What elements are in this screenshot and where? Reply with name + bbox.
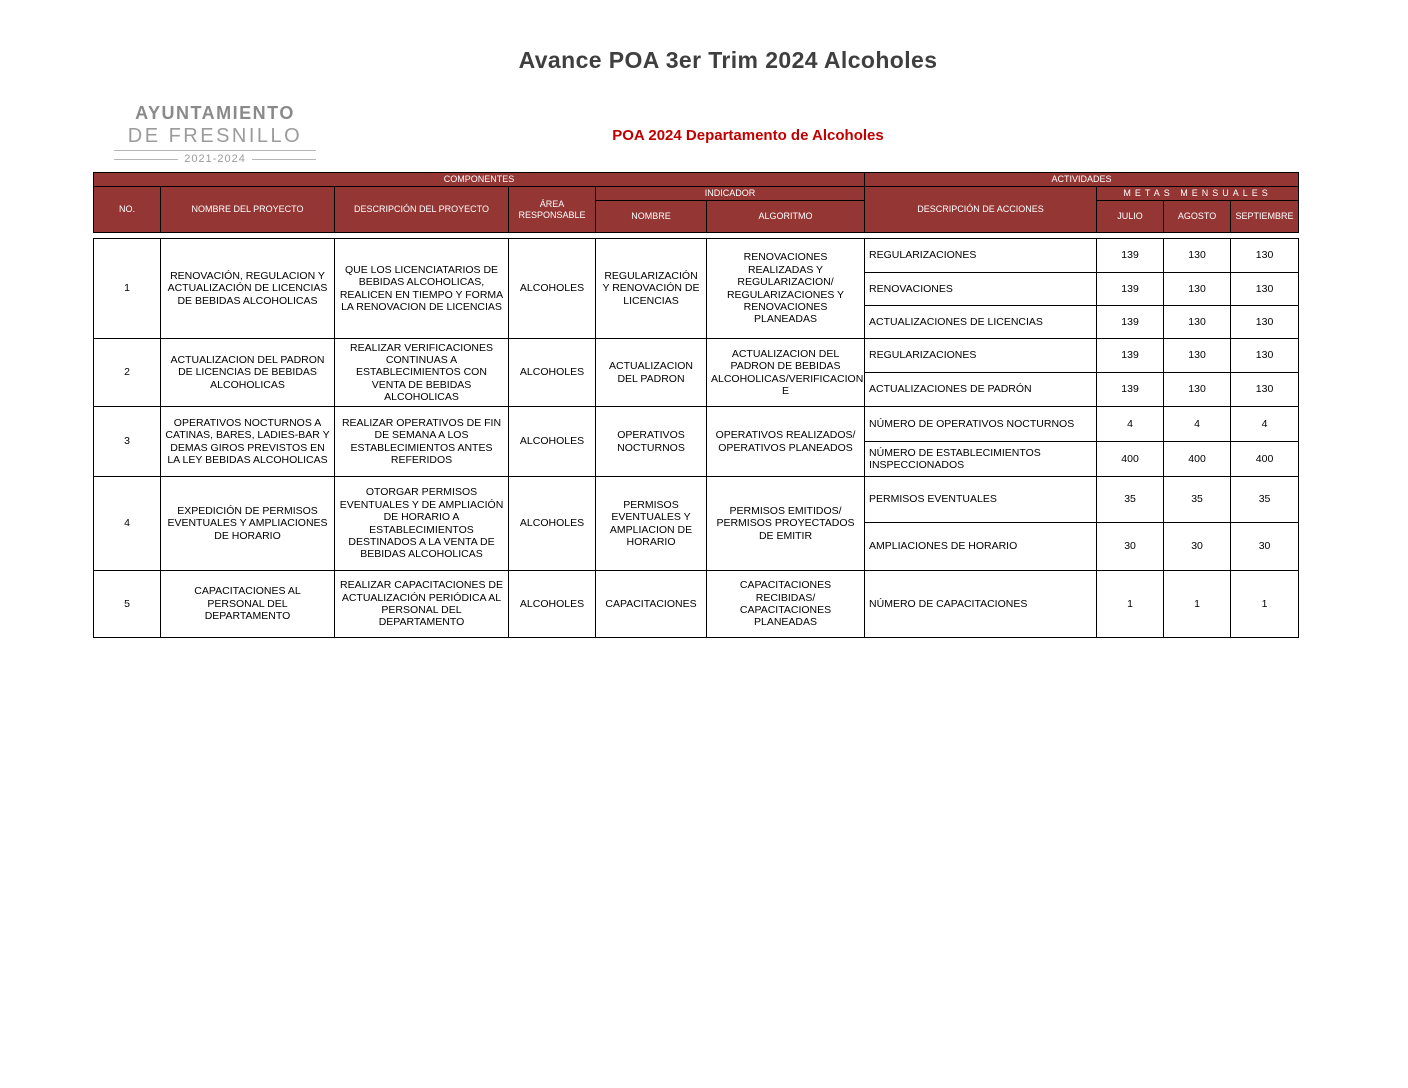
meta-agosto: 130: [1164, 273, 1231, 306]
header-descripcion-acciones: DESCRIPCIÓN DE ACCIONES: [865, 187, 1097, 233]
project-no: 4: [94, 477, 161, 571]
logo-rule-right: [252, 159, 316, 160]
project-no: 2: [94, 339, 161, 407]
logo-rule-left: [114, 159, 178, 160]
project-description: QUE LOS LICENCIATARIOS DE BEBIDAS ALCOHOLICAS, REALICEN EN TIEMPO Y FORMA LA RENOVACION DE LICENCIAS: [335, 239, 509, 339]
action-label: NÚMERO DE ESTABLECIMIENTOS INSPECCIONADOS: [865, 442, 1097, 477]
meta-julio: 1: [1097, 571, 1164, 638]
project-no: 1: [94, 239, 161, 339]
project-name: CAPACITACIONES AL PERSONAL DEL DEPARTAMENTO: [161, 571, 335, 638]
indicator-algorithm: PERMISOS EMITIDOS/ PERMISOS PROYECTADOS DE EMITIR: [707, 477, 865, 571]
action-label: REGULARIZACIONES: [865, 239, 1097, 273]
project-name: OPERATIVOS NOCTURNOS A CATINAS, BARES, LADIES-BAR Y DEMAS GIROS PREVISTOS EN LA LEY BEBIDAS ALCOHOLICAS: [161, 407, 335, 477]
meta-julio: 139: [1097, 273, 1164, 306]
action-label: ACTUALIZACIONES DE PADRÓN: [865, 373, 1097, 407]
header-indicador-nombre: NOMBRE: [596, 201, 707, 233]
meta-septiembre: 1: [1231, 571, 1299, 638]
indicator-name: OPERATIVOS NOCTURNOS: [596, 407, 707, 477]
meta-julio: 139: [1097, 239, 1164, 273]
meta-septiembre: 130: [1231, 339, 1299, 373]
action-label: NÚMERO DE OPERATIVOS NOCTURNOS: [865, 407, 1097, 442]
table-row: [94, 407, 1299, 442]
meta-julio: 35: [1097, 477, 1164, 523]
meta-julio: 4: [1097, 407, 1164, 442]
header-nombre-proyecto: NOMBRE DEL PROYECTO: [161, 187, 335, 233]
logo-fresnillo-text: DE FRESNILLO: [114, 125, 316, 151]
action-label: REGULARIZACIONES: [865, 339, 1097, 373]
meta-agosto: 400: [1164, 442, 1231, 477]
meta-julio: 139: [1097, 306, 1164, 339]
project-area: ALCOHOLES: [509, 407, 596, 477]
poa-table: [93, 172, 1299, 638]
project-name: ACTUALIZACION DEL PADRON DE LICENCIAS DE BEBIDAS ALCOHOLICAS: [161, 339, 335, 407]
table-row: [94, 477, 1299, 523]
header-julio: JULIO: [1097, 201, 1164, 233]
header-area-responsable: ÁREA RESPONSABLE: [509, 187, 596, 233]
logo-years-text: 2021-2024: [184, 153, 246, 165]
header-indicador-algoritmo: ALGORITMO: [707, 201, 865, 233]
meta-septiembre: 400: [1231, 442, 1299, 477]
meta-septiembre: 130: [1231, 239, 1299, 273]
project-description: REALIZAR CAPACITACIONES DE ACTUALIZACIÓN PERIÓDICA AL PERSONAL DEL DEPARTAMENTO: [335, 571, 509, 638]
header-septiembre: SEPTIEMBRE: [1231, 201, 1299, 233]
header-sub-row: [94, 187, 1299, 201]
table-row: [94, 571, 1299, 638]
meta-agosto: 4: [1164, 407, 1231, 442]
meta-agosto: 130: [1164, 239, 1231, 273]
action-label: RENOVACIONES: [865, 273, 1097, 306]
logo-ayuntamiento-text: AYUNTAMIENTO: [135, 103, 295, 123]
meta-septiembre: 130: [1231, 273, 1299, 306]
indicator-name: PERMISOS EVENTUALES Y AMPLIACION DE HORARIO: [596, 477, 707, 571]
meta-agosto: 130: [1164, 373, 1231, 407]
indicator-name: ACTUALIZACION DEL PADRON: [596, 339, 707, 407]
header-indicador: INDICADOR: [596, 187, 865, 201]
meta-agosto: 30: [1164, 523, 1231, 571]
indicator-algorithm: RENOVACIONES REALIZADAS Y REGULARIZACION/ REGULARIZACIONES Y RENOVACIONES PLANEADAS: [707, 239, 865, 339]
action-label: ACTUALIZACIONES DE LICENCIAS: [865, 306, 1097, 339]
meta-septiembre: 130: [1231, 306, 1299, 339]
meta-septiembre: 4: [1231, 407, 1299, 442]
header-agosto: AGOSTO: [1164, 201, 1231, 233]
project-name: RENOVACIÓN, REGULACION Y ACTUALIZACIÓN DE LICENCIAS DE BEBIDAS ALCOHOLICAS: [161, 239, 335, 339]
indicator-name: REGULARIZACIÓN Y RENOVACIÓN DE LICENCIAS: [596, 239, 707, 339]
project-area: ALCOHOLES: [509, 571, 596, 638]
meta-julio: 30: [1097, 523, 1164, 571]
meta-septiembre: 130: [1231, 373, 1299, 407]
project-description: OTORGAR PERMISOS EVENTUALES Y DE AMPLIACIÓN DE HORARIO A ESTABLECIMIENTOS DESTINADOS A LA VENTA DE BEBIDAS ALCOHOLICAS: [335, 477, 509, 571]
meta-julio: 139: [1097, 373, 1164, 407]
department-subtitle: POA 2024 Departamento de Alcoholes: [612, 127, 884, 144]
project-area: ALCOHOLES: [509, 477, 596, 571]
table-row: [94, 339, 1299, 373]
indicator-name: CAPACITACIONES: [596, 571, 707, 638]
project-area: ALCOHOLES: [509, 339, 596, 407]
project-description: REALIZAR VERIFICACIONES CONTINUAS A ESTABLECIMIENTOS CON VENTA DE BEBIDAS ALCOHOLICAS: [335, 339, 509, 407]
header-group-row: [94, 173, 1299, 187]
meta-agosto: 35: [1164, 477, 1231, 523]
indicator-algorithm: OPERATIVOS REALIZADOS/ OPERATIVOS PLANEADOS: [707, 407, 865, 477]
header-no: NO.: [94, 187, 161, 233]
meta-septiembre: 35: [1231, 477, 1299, 523]
table-row: [94, 239, 1299, 273]
project-no: 5: [94, 571, 161, 638]
header-metas-mensuales: METAS MENSUALES: [1097, 187, 1299, 201]
meta-agosto: 1: [1164, 571, 1231, 638]
indicator-algorithm: ACTUALIZACION DEL PADRON DE BEBIDAS ALCOHOLICAS/VERIFICACION E: [707, 339, 865, 407]
meta-agosto: 130: [1164, 339, 1231, 373]
project-no: 3: [94, 407, 161, 477]
action-label: AMPLIACIONES DE HORARIO: [865, 523, 1097, 571]
indicator-algorithm: CAPACITACIONES RECIBIDAS/ CAPACITACIONES PLANEADAS: [707, 571, 865, 638]
meta-septiembre: 30: [1231, 523, 1299, 571]
meta-julio: 400: [1097, 442, 1164, 477]
page-title: Avance POA 3er Trim 2024 Alcoholes: [518, 47, 938, 73]
meta-agosto: 130: [1164, 306, 1231, 339]
action-label: NÚMERO DE CAPACITACIONES: [865, 571, 1097, 638]
meta-julio: 139: [1097, 339, 1164, 373]
project-area: ALCOHOLES: [509, 239, 596, 339]
project-name: EXPEDICIÓN DE PERMISOS EVENTUALES Y AMPLIACIONES DE HORARIO: [161, 477, 335, 571]
project-description: REALIZAR OPERATIVOS DE FIN DE SEMANA A LOS ESTABLECIMIENTOS ANTES REFERIDOS: [335, 407, 509, 477]
action-label: PERMISOS EVENTUALES: [865, 477, 1097, 523]
header-componentes: COMPONENTES: [94, 173, 865, 187]
logo-years: [114, 153, 316, 165]
header-descripcion-proyecto: DESCRIPCIÓN DEL PROYECTO: [335, 187, 509, 233]
header-actividades: ACTIVIDADES: [865, 173, 1299, 187]
